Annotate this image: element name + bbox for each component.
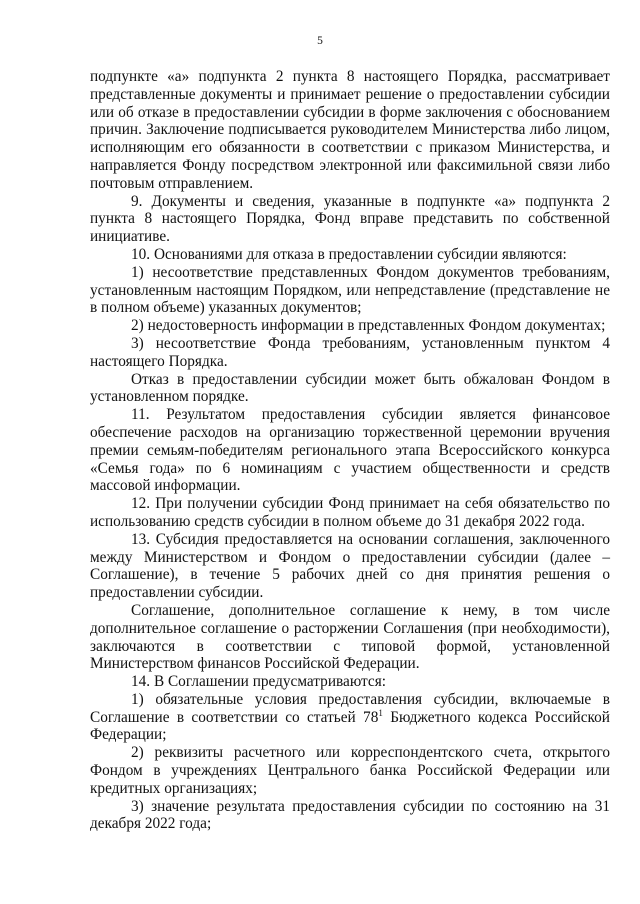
item-1-text: 1) обязательные условия предоставления субсидии, включаемые в Соглашение в соответствии со статьей 78 (90, 690, 610, 726)
paragraph-10-item-2: 2) недостоверность информации в представленных Фондом документах; (131, 317, 606, 335)
paragraph-14-item-2: 2) реквизиты расчетного или корреспондентского счета, открытого Фондом в учреждениях Центрального банка Российской Федерации или кредитных организациях; (90, 744, 610, 797)
paragraph-14-item-1 (90, 691, 610, 744)
paragraph-11: 11. Результатом предоставления субсидии является финансовое обеспечение расходов на организацию торжественной церемонии вручения премии семьям-победителям регионального этапа Всероссийского конкурса «Семья года» по 6 номинациям с участием общественности и средств массовой информации. (90, 406, 610, 495)
paragraph-10-item-1: 1) несоответствие представленных Фондом документов требованиям, установленным настоящим Порядком, или непредставление (представление не в полном объеме) указанных документов; (90, 263, 610, 317)
document-body (90, 68, 610, 833)
paragraph-12: 12. При получении субсидии Фонд принимает на себя обязательство по использованию средств субсидии в полном объеме до 31 декабря 2022 года. (90, 495, 610, 530)
page-number: 5 (317, 35, 323, 47)
paragraph-14-item-3: 3) значение результата предоставления субсидии по состоянию на 31 декабря 2022 года; (90, 797, 610, 833)
paragraph-13: 13. Субсидия предоставляется на основании соглашения, заключенного между Министерством и Фондом о предоставлении субсидии (далее – Соглашение), в течение 5 рабочих дней со дня принятия решения о предоставлении субсидии. (90, 530, 610, 602)
paragraph-14: 14. В Соглашении предусматриваются: (131, 673, 386, 691)
article-superscript: 1 (378, 707, 383, 718)
item-1-text-end: Бюджетного кодекса Российской Федерации; (90, 708, 610, 744)
paragraph-10: 10. Основаниями для отказа в предоставлении субсидии являются: (131, 245, 567, 263)
paragraph-9: 9. Документы и сведения, указанные в подпункте «а» подпункта 2 пункта 8 настоящего Порядка, Фонд вправе представить по собственной инициативе. (90, 192, 610, 246)
paragraph-continued: подпункте «а» подпункта 2 пункта 8 настоящего Порядка, рассматривает представленные документы и принимает решение о предоставлении субсидии или об отказе в предоставлении субсидии в форме заключения с обоснованием причин. Заключение подписывается руководителем Министерства либо лицом, исполняющим его обязанности в соответствии с приказом Министерства, и направляется Фонду посредством электронной или факсимильной связи либо почтовым отправлением. (90, 68, 610, 192)
paragraph-appeal: Отказ в предоставлении субсидии может быть обжалован Фондом в установленном порядке. (90, 370, 610, 406)
paragraph-agreement: Соглашение, дополнительное соглашение к нему, в том числе дополнительное соглашение о расторжении Соглашения (при необходимости), заключаются в соответствии с типовой формой, установленной Министерством финансов Российской Федерации. (90, 601, 610, 673)
paragraph-10-item-3: 3) несоответствие Фонда требованиям, установленным пунктом 4 настоящего Порядка. (90, 334, 610, 370)
